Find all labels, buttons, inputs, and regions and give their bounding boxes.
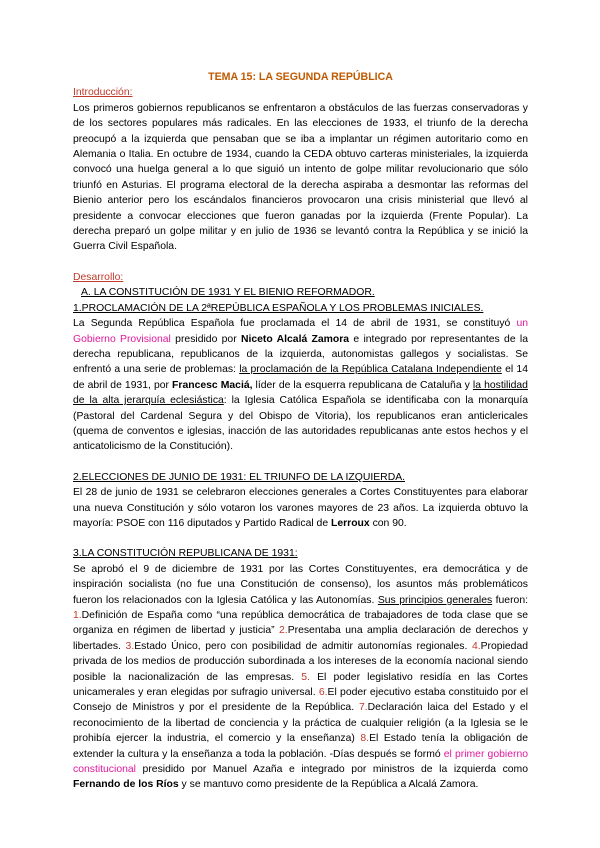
section-1-paragraph: La Segunda República Española fue proclamada el 14 de abril de 1931, se constituyó un Gobierno Provisional presidido por Niceto Alcalá Zamora e integrado por representantes de la derecha republicana, republicanos de la izquierda, autonomistas gallegos y socialistas. Se enfrentó a una serie de problemas: la proclamación de la República Catalana Independiente el 14 de abril de 1931, por Francesc Maciá, líder de la esquerra republicana de Cataluña y la hostilidad de la alta jerarquía eclesiástica: la Iglesia Católica Española se identificaba con la monarquía (Pastoral del Cardenal Segura y del Obispo de Vitoria), los republicanos eran anticlericales (quema de conventos e iglesias, inacción de las autoridades republicanas ante estos hechos y el anticatolicismo de la Constitución). xyxy=(73,318,528,453)
gobierno-provisional-link: un Gobierno Provisional xyxy=(73,318,528,345)
section-a-heading: A. LA CONSTITUCIÓN DE 1931 Y EL BIENIO REFORMADOR. xyxy=(81,287,375,299)
intro-paragraph: Los primeros gobiernos republicanos se enfrentaron a obstáculos de las fuerzas conservadoras y de los sectores populares más radicales. En las elecciones de 1933, el triunfo de la derecha preocupó a la izquierda que pensaban que se iba a implantar un régimen autoritario como en Alemania o Italia. En octubre de 1934, cuando la CEDA obtuvo carteras ministeriales, la izquierda convocó una huelga general a lo que siguió un intento de golpe militar revolucionario que sólo triunfó en Asturias. El programa electoral de la derecha aspiraba a desmontar las reformas del Bienio anterior pero los escándalos financieros provocaron una crisis ministerial que llevó al presidente a convocar elecciones que fueron ganadas por la izquierda (Frente Popular). La derecha preparó un golpe militar y en julio de 1936 se levantó contra la República y se inició la Guerra Civil Española. xyxy=(73,102,528,253)
section-2-heading: 2.ELECCIONES DE JUNIO DE 1931: EL TRIUNFO DE LA IZQUIERDA. xyxy=(73,471,406,483)
desarrollo-heading: Desarrollo: xyxy=(73,271,124,283)
section-3-paragraph: Se aprobó el 9 de diciembre de 1931 por las Cortes Constituyentes, era democrática y de inspiración socialista (no fue una Constitución de consenso), los asuntos más problemáticos fueron los relacionados con la Iglesia Católica y las Autonomías. Sus principios generales fueron: 1.Definición de España como “una república democrática de trabajadores de toda clase que se organiza en régimen de libertad y justicia” 2.Presentaba una amplia declaración de derechos y libertades. 3.Estado Único, pero con posibilidad de admitir autonomías regionales. 4.Propiedad privada de los medios de producción subordinada a los intereses de la economía nacional siendo posible la nacionalización de las empresas. 5. El poder legislativo residía en las Cortes unicamerales y eran elegidas por sufragio universal. 6.El poder ejecutivo estaba constituido por el Consejo de Ministros y por el presidente de la República. 7.Declaración laica del Estado y el reconocimiento de la libertad de conciencia y la práctica de cualquier religión (a la Iglesia se le prohibía ejercer la industria, el comercio y la enseñanza) 8.El Estado tenía la obligación de extender la cultura y la enseñanza a toda la población. -Días después se formó el primer gobierno constitucional presidido por Manuel Azaña e integrado por ministros de la izquierda como Fernando de los Ríos y se mantuvo como presidente de la República a Alcalá Zamora. xyxy=(73,563,529,791)
section-2-paragraph: El 28 de junio de 1931 se celebraron elecciones generales a Cortes Constituyentes para elaborar una nueva Constitución y sólo votaron los varones mayores de 23 años. La izquierda obtuvo la mayoría: PSOE con 116 diputados y Partido Radical de Lerroux con 90. xyxy=(73,487,528,529)
document-body xyxy=(73,70,528,793)
document-title: TEMA 15: LA SEGUNDA REPÚBLICA xyxy=(208,71,393,83)
section-1-heading: 1.PROCLAMACIÓN DE LA 2ªREPÚBLICA ESPAÑOLA Y LOS PROBLEMAS INICIALES. xyxy=(73,302,484,314)
intro-heading: Introducción: xyxy=(73,87,133,99)
section-3-heading: 3.LA CONSTITUCIÓN REPUBLICANA DE 1931: xyxy=(73,548,298,560)
primer-gobierno-link: el primer gobierno constitucional xyxy=(73,748,528,776)
